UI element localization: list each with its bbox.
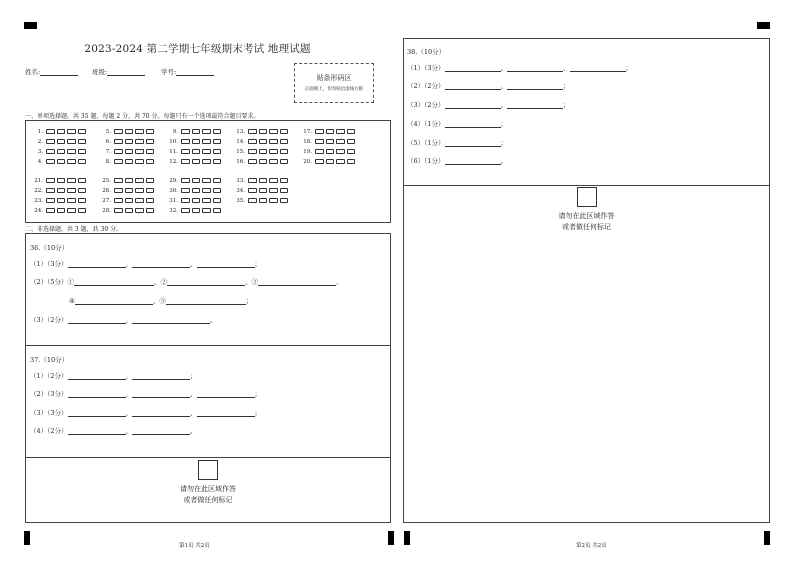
- answer-bubble[interactable]: [125, 129, 134, 134]
- answer-bubble[interactable]: [181, 149, 190, 154]
- answer-bubble[interactable]: [269, 198, 278, 203]
- no-write-zone-page2: [403, 185, 770, 523]
- answer-bubble[interactable]: [57, 139, 66, 144]
- choice-number: 5.: [105, 128, 111, 135]
- answer-bubble[interactable]: [125, 178, 134, 183]
- answer-bubble[interactable]: [57, 178, 66, 183]
- registration-mark: [24, 22, 37, 29]
- choice-item[interactable]: [29, 138, 88, 145]
- answer-bubble[interactable]: [146, 149, 155, 154]
- choice-number: 33.: [236, 177, 245, 184]
- answer-bubble[interactable]: [213, 198, 222, 203]
- answer-bubble[interactable]: [259, 188, 268, 193]
- choice-number: 31.: [169, 197, 178, 204]
- answer-bubble[interactable]: [213, 208, 222, 213]
- answer-bubble[interactable]: [78, 149, 87, 154]
- choice-item[interactable]: [231, 177, 290, 184]
- answer-bubble[interactable]: [248, 159, 257, 164]
- choice-item[interactable]: [298, 158, 357, 165]
- answer-bubble[interactable]: [326, 149, 335, 154]
- answer-bubble[interactable]: [146, 208, 155, 213]
- choice-item[interactable]: [29, 128, 88, 135]
- choice-number: 27.: [102, 197, 111, 204]
- choice-item[interactable]: [29, 148, 88, 155]
- answer-bubble[interactable]: [125, 149, 134, 154]
- choice-number: 18.: [303, 138, 312, 145]
- q36-header: 36.（10分）: [30, 244, 69, 252]
- q38-header: 38.（10分）: [407, 48, 446, 56]
- choice-number: 19.: [303, 148, 312, 155]
- answer-bubble[interactable]: [336, 129, 345, 134]
- answer-bubble[interactable]: [202, 198, 211, 203]
- choice-item[interactable]: [164, 158, 223, 165]
- choice-number: 24.: [34, 207, 43, 214]
- choice-number: 25.: [102, 177, 111, 184]
- choice-item[interactable]: [231, 138, 290, 145]
- answer-bubble[interactable]: [46, 188, 55, 193]
- q36-part2-cont[interactable]: ④ 、⑤ ；: [69, 297, 253, 305]
- q36-part2[interactable]: （2）（5分）① 、② 、③ 、: [30, 278, 343, 286]
- answer-bubble[interactable]: [326, 129, 335, 134]
- choice-number: 34.: [236, 187, 245, 194]
- choice-item[interactable]: [29, 158, 88, 165]
- answer-bubble[interactable]: [125, 188, 134, 193]
- answer-bubble[interactable]: [202, 188, 211, 193]
- choice-item[interactable]: [97, 197, 156, 204]
- answer-bubble[interactable]: [146, 139, 155, 144]
- choice-item[interactable]: [164, 128, 223, 135]
- choice-number: 9.: [172, 128, 178, 135]
- choice-item[interactable]: [97, 177, 156, 184]
- answer-bubble[interactable]: [192, 208, 201, 213]
- answer-bubble[interactable]: [114, 208, 123, 213]
- answer-bubble[interactable]: [67, 149, 76, 154]
- answer-bubble[interactable]: [248, 188, 257, 193]
- answer-bubble[interactable]: [146, 178, 155, 183]
- answer-bubble[interactable]: [336, 149, 345, 154]
- answer-bubble[interactable]: [114, 159, 123, 164]
- answer-bubble[interactable]: [213, 159, 222, 164]
- answer-bubble[interactable]: [202, 208, 211, 213]
- answer-bubble[interactable]: [67, 159, 76, 164]
- answer-bubble[interactable]: [114, 149, 123, 154]
- answer-bubble[interactable]: [280, 129, 289, 134]
- answer-bubble[interactable]: [67, 129, 76, 134]
- section2-heading: 二、非选择题。共 3 题，共 30 分。: [25, 226, 123, 233]
- answer-bubble[interactable]: [114, 188, 123, 193]
- answer-bubble[interactable]: [202, 178, 211, 183]
- choice-item[interactable]: [231, 128, 290, 135]
- answer-bubble[interactable]: [146, 188, 155, 193]
- answer-bubble[interactable]: [269, 188, 278, 193]
- q37-part2[interactable]: （2）（3分） 、 、 ；: [30, 390, 262, 398]
- choice-number: 21.: [34, 177, 43, 184]
- answer-bubble[interactable]: [336, 139, 345, 144]
- answer-bubble[interactable]: [248, 198, 257, 203]
- choice-number: 35.: [236, 197, 245, 204]
- q38-part6[interactable]: （6）（1分） 。: [407, 157, 508, 165]
- q38-part3[interactable]: （3）（2分） 、 ；: [407, 101, 570, 109]
- choice-number: 11.: [169, 148, 178, 155]
- no-write-text-1: 请勿在此区域作答: [180, 485, 236, 493]
- square-marker-icon: [198, 460, 218, 480]
- student-id-field[interactable]: 学号:: [161, 67, 214, 76]
- answer-bubble[interactable]: [46, 198, 55, 203]
- answer-bubble[interactable]: [202, 129, 211, 134]
- answer-bubble[interactable]: [315, 149, 324, 154]
- choice-item[interactable]: [164, 148, 223, 155]
- choice-number: 6.: [105, 138, 111, 145]
- answer-bubble[interactable]: [248, 178, 257, 183]
- answer-bubble[interactable]: [46, 178, 55, 183]
- answer-bubble[interactable]: [192, 159, 201, 164]
- answer-bubble[interactable]: [135, 178, 144, 183]
- choice-number: 3.: [37, 148, 43, 155]
- answer-bubble[interactable]: [280, 149, 289, 154]
- barcode-note: 正面朝上，切勿贴出虚线方框: [304, 87, 364, 92]
- answer-bubble[interactable]: [269, 129, 278, 134]
- answer-bubble[interactable]: [213, 188, 222, 193]
- answer-bubble[interactable]: [280, 139, 289, 144]
- q36-box: [25, 233, 391, 346]
- q37-part3[interactable]: （3）（3分） 、 、 ；: [30, 409, 262, 417]
- answer-bubble[interactable]: [269, 159, 278, 164]
- answer-bubble[interactable]: [280, 159, 289, 164]
- answer-bubble[interactable]: [259, 149, 268, 154]
- answer-bubble[interactable]: [114, 129, 123, 134]
- choice-number: 29.: [169, 177, 178, 184]
- q37-part4[interactable]: （4）（2分） 、 。: [30, 427, 197, 435]
- q38-box: [403, 38, 770, 186]
- answer-bubble[interactable]: [181, 208, 190, 213]
- choice-item[interactable]: [164, 207, 223, 214]
- answer-bubble[interactable]: [259, 129, 268, 134]
- answer-bubble[interactable]: [202, 159, 211, 164]
- page1-footer: 第1页 共2页: [179, 543, 210, 549]
- q37-header: 37.（10分）: [30, 356, 69, 364]
- answer-bubble[interactable]: [67, 208, 76, 213]
- name-field[interactable]: 姓名:: [25, 67, 78, 76]
- choice-item[interactable]: [231, 187, 290, 194]
- answer-bubble[interactable]: [181, 188, 190, 193]
- answer-bubble[interactable]: [78, 188, 87, 193]
- answer-bubble[interactable]: [202, 139, 211, 144]
- choice-item[interactable]: [97, 148, 156, 155]
- no-write-text-1: 请勿在此区域作答: [558, 212, 615, 220]
- choice-item[interactable]: [298, 128, 357, 135]
- answer-bubble[interactable]: [336, 159, 345, 164]
- answer-bubble[interactable]: [135, 149, 144, 154]
- choice-item[interactable]: [164, 187, 223, 194]
- choice-item[interactable]: [29, 187, 88, 194]
- choice-number: 28.: [102, 207, 111, 214]
- answer-bubble[interactable]: [46, 159, 55, 164]
- answer-bubble[interactable]: [259, 198, 268, 203]
- section1-heading: 一、单项选择题。共 35 题，每题 2 分，共 70 分。每题只有一个选项最符合题目要求。: [25, 113, 260, 120]
- choice-number: 8.: [105, 158, 111, 165]
- choice-item[interactable]: [29, 177, 88, 184]
- choice-item[interactable]: [97, 128, 156, 135]
- answer-bubble[interactable]: [57, 159, 66, 164]
- answer-bubble[interactable]: [213, 149, 222, 154]
- answer-bubble[interactable]: [315, 159, 324, 164]
- answer-bubble[interactable]: [67, 198, 76, 203]
- answer-bubble[interactable]: [135, 188, 144, 193]
- no-write-text-2: 或者做任何标记: [562, 223, 611, 231]
- answer-bubble[interactable]: [125, 208, 134, 213]
- answer-bubble[interactable]: [280, 178, 289, 183]
- answer-bubble[interactable]: [135, 208, 144, 213]
- answer-bubble[interactable]: [192, 188, 201, 193]
- answer-bubble[interactable]: [135, 139, 144, 144]
- answer-bubble[interactable]: [248, 129, 257, 134]
- barcode-area: [294, 63, 374, 103]
- choice-number: 15.: [236, 148, 245, 155]
- choice-item[interactable]: [164, 138, 223, 145]
- answer-bubble[interactable]: [181, 159, 190, 164]
- answer-bubble[interactable]: [280, 198, 289, 203]
- answer-bubble[interactable]: [202, 149, 211, 154]
- answer-bubble[interactable]: [78, 129, 87, 134]
- answer-bubble[interactable]: [326, 159, 335, 164]
- answer-bubble[interactable]: [114, 178, 123, 183]
- answer-bubble[interactable]: [78, 159, 87, 164]
- answer-bubble[interactable]: [67, 178, 76, 183]
- answer-bubble[interactable]: [181, 198, 190, 203]
- barcode-title: 贴条形码区: [316, 74, 352, 82]
- answer-bubble[interactable]: [78, 139, 87, 144]
- choice-item[interactable]: [231, 158, 290, 165]
- answer-bubble[interactable]: [125, 139, 134, 144]
- answer-bubble[interactable]: [146, 129, 155, 134]
- choice-item[interactable]: [298, 148, 357, 155]
- choice-item[interactable]: [164, 197, 223, 204]
- choice-item[interactable]: [97, 207, 156, 214]
- answer-bubble[interactable]: [192, 198, 201, 203]
- page-title: 2023-2024 第二学期七年级期末考试 地理试题: [84, 43, 311, 55]
- answer-bubble[interactable]: [46, 208, 55, 213]
- answer-bubble[interactable]: [269, 139, 278, 144]
- answer-bubble[interactable]: [347, 139, 356, 144]
- answer-bubble[interactable]: [114, 198, 123, 203]
- choice-number: 7.: [105, 148, 111, 155]
- no-write-text-2: 或者做任何标记: [183, 496, 233, 504]
- choice-number: 12.: [169, 158, 178, 165]
- answer-bubble[interactable]: [57, 208, 66, 213]
- answer-bubble[interactable]: [181, 178, 190, 183]
- answer-bubble[interactable]: [78, 178, 87, 183]
- answer-bubble[interactable]: [67, 188, 76, 193]
- choice-item[interactable]: [97, 187, 156, 194]
- answer-bubble[interactable]: [78, 208, 87, 213]
- answer-bubble[interactable]: [347, 159, 356, 164]
- choice-number: 32.: [169, 207, 178, 214]
- registration-mark: [388, 531, 394, 545]
- registration-mark: [764, 531, 770, 545]
- q36-part3[interactable]: （3）（2分） 、 。: [30, 316, 217, 324]
- class-field[interactable]: 班级:: [92, 67, 145, 76]
- page2-footer: 第2页 共2页: [576, 543, 607, 549]
- answer-bubble[interactable]: [135, 198, 144, 203]
- answer-bubble[interactable]: [57, 129, 66, 134]
- choice-item[interactable]: [97, 138, 156, 145]
- answer-bubble[interactable]: [192, 149, 201, 154]
- answer-bubble[interactable]: [213, 139, 222, 144]
- answer-bubble[interactable]: [146, 159, 155, 164]
- answer-bubble[interactable]: [192, 129, 201, 134]
- answer-bubble[interactable]: [46, 139, 55, 144]
- answer-bubble[interactable]: [46, 149, 55, 154]
- choice-number: 4.: [37, 158, 43, 165]
- q38-part4[interactable]: （4）（1分） ；: [407, 120, 508, 128]
- answer-bubble[interactable]: [213, 178, 222, 183]
- answer-bubble[interactable]: [125, 159, 134, 164]
- q38-part1[interactable]: （1）（3分） 、 、 ；: [407, 64, 633, 72]
- q36-part1[interactable]: （1）（3分） 、 、 ；: [30, 260, 262, 268]
- answer-bubble[interactable]: [269, 149, 278, 154]
- answer-bubble[interactable]: [57, 188, 66, 193]
- answer-bubble[interactable]: [315, 129, 324, 134]
- answer-bubble[interactable]: [280, 188, 289, 193]
- answer-bubble[interactable]: [347, 149, 356, 154]
- answer-bubble[interactable]: [213, 129, 222, 134]
- answer-bubble[interactable]: [248, 139, 257, 144]
- answer-bubble[interactable]: [135, 129, 144, 134]
- answer-bubble[interactable]: [78, 198, 87, 203]
- choice-number: 22.: [34, 187, 43, 194]
- choice-item[interactable]: [97, 158, 156, 165]
- answer-bubble[interactable]: [259, 159, 268, 164]
- answer-bubble[interactable]: [326, 139, 335, 144]
- choice-number: 17.: [303, 128, 312, 135]
- answer-bubble[interactable]: [135, 159, 144, 164]
- choice-item[interactable]: [298, 138, 357, 145]
- answer-bubble[interactable]: [347, 129, 356, 134]
- q37-box: [25, 345, 391, 458]
- choice-number: 16.: [236, 158, 245, 165]
- answer-bubble[interactable]: [46, 129, 55, 134]
- answer-bubble[interactable]: [114, 139, 123, 144]
- choice-item[interactable]: [29, 197, 88, 204]
- answer-bubble[interactable]: [192, 139, 201, 144]
- choice-number: 30.: [169, 187, 178, 194]
- no-write-zone: [25, 457, 391, 523]
- choice-number: 2.: [37, 138, 43, 145]
- answer-bubble[interactable]: [315, 139, 324, 144]
- choice-answer-box: [25, 120, 391, 223]
- choice-item[interactable]: [29, 207, 88, 214]
- choice-number: 1.: [37, 128, 43, 135]
- q37-part1[interactable]: （1）（2分） 、 ；: [30, 372, 197, 380]
- choice-number: 26.: [102, 187, 111, 194]
- registration-mark: [757, 22, 770, 29]
- q38-part2[interactable]: （2）（2分） 、 ；: [407, 82, 570, 90]
- answer-bubble[interactable]: [57, 149, 66, 154]
- registration-mark: [24, 531, 30, 545]
- answer-bubble[interactable]: [146, 198, 155, 203]
- answer-bubble[interactable]: [269, 178, 278, 183]
- registration-mark: [404, 531, 410, 545]
- choice-number: 23.: [34, 197, 43, 204]
- q38-part5[interactable]: （5）（1分） ；: [407, 139, 508, 147]
- answer-bubble[interactable]: [259, 139, 268, 144]
- square-marker-icon: [577, 187, 597, 207]
- answer-bubble[interactable]: [57, 198, 66, 203]
- answer-bubble[interactable]: [181, 139, 190, 144]
- choice-number: 20.: [303, 158, 312, 165]
- choice-number: 14.: [236, 138, 245, 145]
- answer-bubble[interactable]: [248, 149, 257, 154]
- answer-bubble[interactable]: [67, 139, 76, 144]
- answer-bubble[interactable]: [181, 129, 190, 134]
- choice-item[interactable]: [164, 177, 223, 184]
- choice-number: 13.: [236, 128, 245, 135]
- choice-item[interactable]: [231, 148, 290, 155]
- choice-item[interactable]: [231, 197, 290, 204]
- answer-bubble[interactable]: [259, 178, 268, 183]
- answer-bubble[interactable]: [125, 198, 134, 203]
- choice-number: 10.: [169, 138, 178, 145]
- answer-bubble[interactable]: [192, 178, 201, 183]
